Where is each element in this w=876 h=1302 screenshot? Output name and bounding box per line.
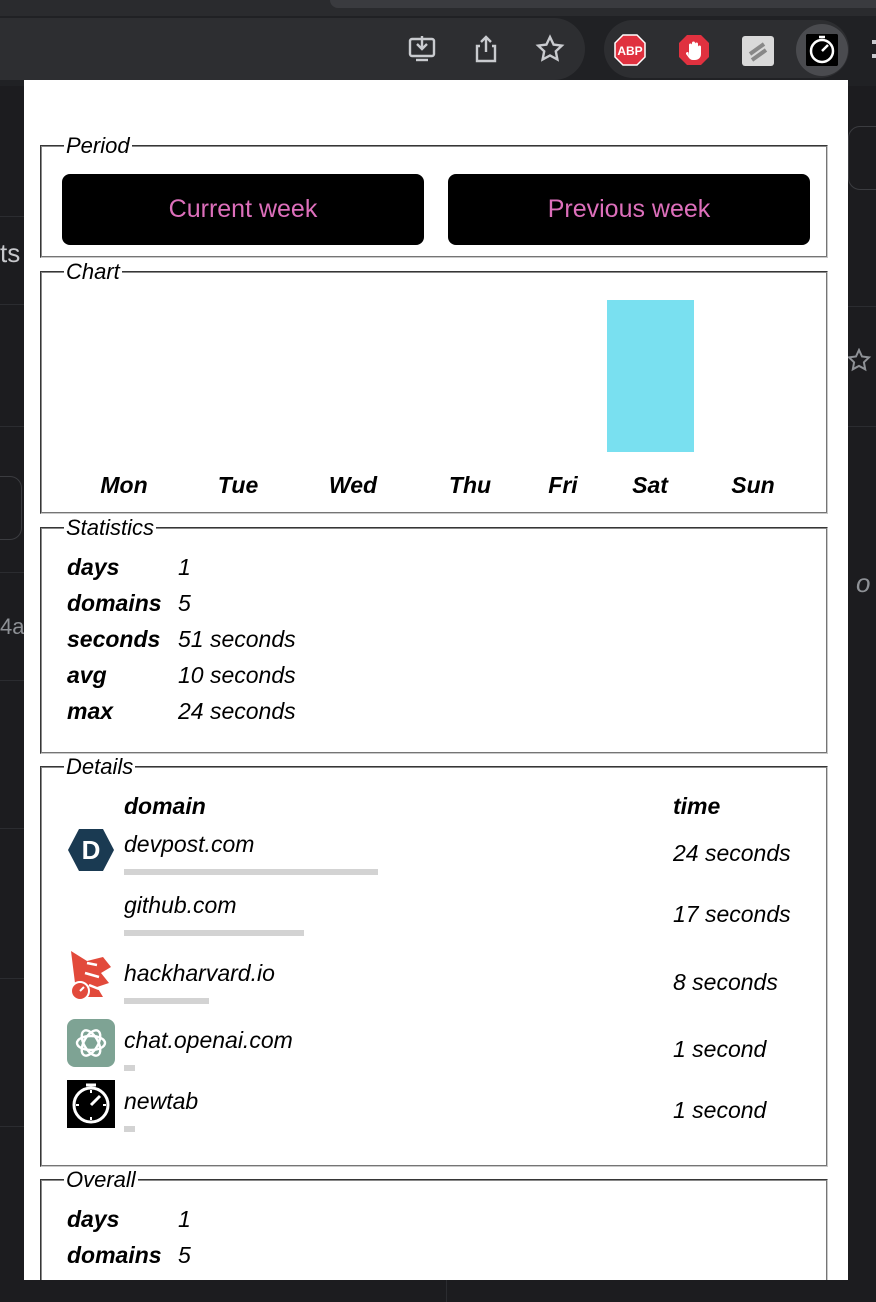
detail-time: 17 seconds: [673, 901, 791, 927]
chart-legend: Chart: [66, 259, 120, 284]
chart-section: [40, 259, 828, 514]
overall-section: [40, 1167, 828, 1280]
weekly-bar-chart: [60, 292, 810, 504]
previous-week-button[interactable]: Previous week: [448, 174, 810, 245]
bg-divider: [0, 216, 24, 217]
timer-icon: [67, 1080, 115, 1128]
tab-strip: [0, 0, 876, 16]
detail-domain: chat.openai.com: [124, 1027, 293, 1053]
detail-time: 1 second: [673, 1036, 767, 1062]
bg-divider: [0, 680, 24, 681]
detail-time-bar: [124, 1065, 135, 1071]
chart-day-label: Mon: [100, 472, 148, 498]
timer-extension-icon[interactable]: [806, 34, 838, 66]
striped-extension-icon[interactable]: [742, 36, 774, 66]
chart-day-label: Sat: [632, 472, 668, 498]
overall-key: days: [67, 1206, 120, 1232]
bg-fragment: ts: [0, 238, 21, 268]
overall-value: 1: [178, 1206, 191, 1232]
more-menu-icon[interactable]: [862, 30, 876, 70]
stat-value: 5: [178, 590, 191, 616]
stat-key: days: [67, 554, 120, 580]
tab-strip-edge: [330, 0, 876, 8]
stat-value: 51 seconds: [178, 626, 296, 652]
details-section: [40, 754, 828, 1167]
install-icon[interactable]: [405, 32, 439, 66]
bg-button: [848, 126, 876, 190]
devpost-icon: [67, 826, 115, 874]
stat-value: 10 seconds: [178, 662, 296, 688]
chart-day-label: Sun: [731, 472, 775, 498]
period-section: [40, 133, 828, 258]
bg-divider: [0, 304, 24, 305]
detail-time-bar: [124, 1126, 135, 1132]
stat-key: avg: [67, 662, 107, 688]
bg-divider: [848, 426, 876, 427]
overall-legend: Overall: [66, 1167, 136, 1192]
share-icon[interactable]: [469, 32, 503, 66]
domain-column-header: domain: [124, 793, 206, 819]
period-legend: Period: [66, 133, 130, 158]
chart-day-label: Thu: [448, 472, 492, 498]
stat-key: max: [67, 698, 114, 724]
stat-key: domains: [67, 590, 162, 616]
bg-divider: [0, 978, 24, 979]
bg-divider: [0, 828, 24, 829]
detail-domain: newtab: [124, 1088, 199, 1114]
chart-day-label: Tue: [217, 472, 259, 498]
detail-domain: devpost.com: [124, 831, 255, 857]
bg-divider: [0, 1126, 24, 1127]
detail-time: 1 second: [673, 1097, 767, 1123]
overall-value: 5: [178, 1242, 191, 1268]
hackharvard-icon: [67, 947, 115, 1003]
detail-time-bar: [124, 930, 304, 936]
openai-icon: [67, 1019, 115, 1067]
abp-label: ABP: [617, 44, 643, 58]
svg-text:D: D: [81, 835, 101, 865]
detail-time: 8 seconds: [673, 969, 778, 995]
bg-fragment: 4a: [0, 614, 25, 639]
bg-divider: [446, 1280, 447, 1302]
chart-day-label: Fri: [548, 472, 578, 498]
bg-fragment: o: [856, 568, 871, 598]
bg-divider: [848, 306, 876, 307]
chart-bar-sat: [607, 300, 694, 452]
bg-divider: [0, 572, 24, 573]
bg-input: [0, 476, 22, 540]
stat-key: seconds: [67, 626, 161, 652]
overall-key: domains: [67, 1242, 162, 1268]
bookmark-star-icon[interactable]: [533, 32, 567, 66]
details-legend: Details: [66, 754, 134, 779]
detail-domain: github.com: [124, 892, 237, 918]
statistics-legend: Statistics: [66, 515, 155, 540]
bg-star-icon: [846, 348, 872, 374]
detail-time: 24 seconds: [673, 840, 791, 866]
hand-stop-icon[interactable]: [678, 34, 710, 66]
detail-time-bar: [124, 998, 209, 1004]
detail-domain: hackharvard.io: [124, 960, 275, 986]
detail-time-bar: [124, 869, 378, 875]
current-week-button[interactable]: Current week: [62, 174, 424, 245]
stat-value: 1: [178, 554, 191, 580]
statistics-section: [40, 515, 828, 754]
chart-day-label: Wed: [328, 472, 378, 498]
time-column-header: time: [673, 793, 721, 819]
extension-popup: [24, 80, 848, 1280]
bg-divider: [0, 426, 24, 427]
stat-value: 24 seconds: [178, 698, 296, 724]
abp-icon[interactable]: [614, 34, 646, 66]
